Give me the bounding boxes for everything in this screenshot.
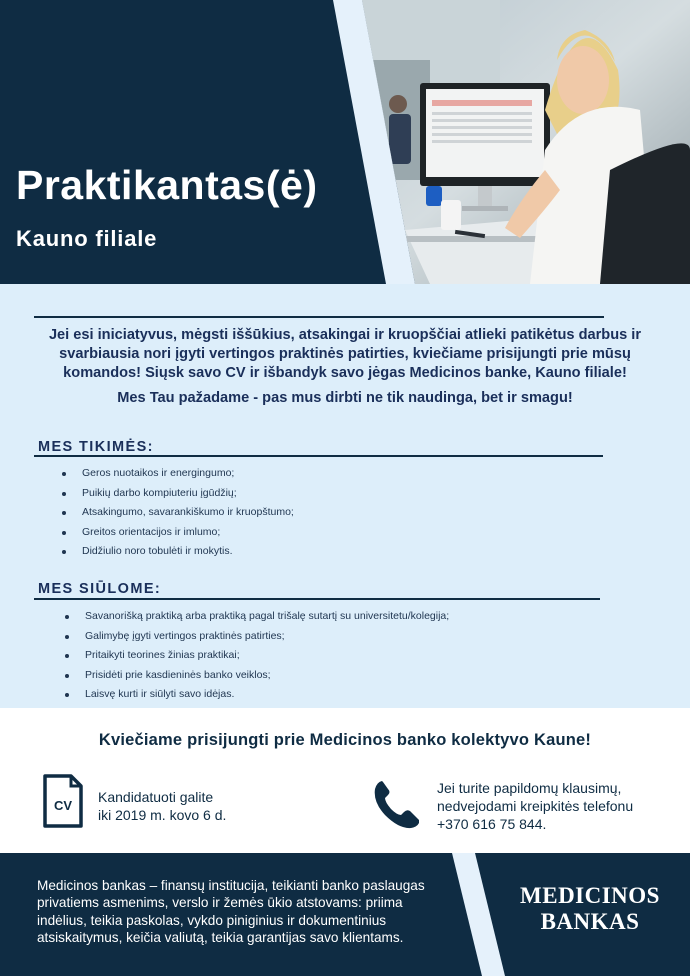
deadline-line-2: iki 2019 m. kovo 6 d. bbox=[98, 807, 227, 823]
logo-line-2: BANKAS bbox=[540, 909, 640, 934]
list-item: Galimybę įgyti vertingos praktinės patirties; bbox=[85, 627, 449, 647]
top-divider bbox=[34, 316, 604, 318]
cta-section bbox=[0, 708, 690, 853]
list-item: Didžiulio noro tobulėti ir mokytis. bbox=[82, 542, 294, 562]
deadline-line-1: Kandidatuoti galite bbox=[98, 789, 214, 805]
logo-line-1: MEDICINOS bbox=[520, 883, 660, 908]
about-text: Medicinos bankas – finansų institucija, teikianti banko paslaugas privatiems asmenims, verslo ir žemės ūkio atstovams: priima indėlius, teikia paskolas, vykdo piniginius ir dokumentinius atsiskaitymus, keičia valiutą, teikia garantijas savo klientams. bbox=[37, 878, 425, 945]
list-item: Geros nuotaikos ir energingumo; bbox=[82, 464, 294, 484]
list-item: Greitos orientacijos ir imlumo; bbox=[82, 523, 294, 543]
expectations-divider bbox=[34, 455, 603, 457]
list-item: Puikių darbo kompiuteriu įgūdžių; bbox=[82, 484, 294, 504]
list-item: Pritaikyti teorines žinias praktikai; bbox=[85, 646, 449, 666]
footer bbox=[0, 853, 690, 976]
header-banner bbox=[0, 0, 690, 284]
contact-line-1: Jei turite papildomų klausimų, bbox=[437, 780, 622, 796]
promise-text: Mes Tau pažadame - pas mus dirbti ne tik naudinga, bet ir smagu! bbox=[117, 390, 573, 406]
page-title: Praktikantas(ė) bbox=[16, 162, 318, 208]
expectations-heading: MES TIKIMĖS: bbox=[38, 439, 154, 455]
cta-title: Kviečiame prisijungti prie Medicinos banko kolektyvo Kaune! bbox=[98, 731, 592, 749]
bank-logo bbox=[505, 883, 675, 935]
contact-line-2: nedvejodami kreipkitės telefonu bbox=[437, 798, 634, 814]
page-subtitle: Kauno filiale bbox=[16, 226, 158, 251]
offers-heading: MES SIŪLOME: bbox=[38, 581, 162, 597]
expectations-list bbox=[82, 464, 294, 562]
cv-document-icon bbox=[42, 774, 84, 828]
offers-divider bbox=[34, 598, 600, 600]
list-item: Laisvę kurti ir siūlyti savo idėjas. bbox=[85, 685, 449, 705]
list-item: Savanorišką praktiką arba praktiką pagal trišalę sutartį su universitetu/kolegija; bbox=[85, 607, 449, 627]
deadline-text bbox=[98, 788, 298, 824]
offers-list bbox=[85, 607, 449, 705]
contact-text bbox=[437, 779, 677, 833]
content-section bbox=[0, 284, 690, 708]
phone-icon bbox=[373, 778, 421, 830]
list-item: Atsakingumo, savarankiškumo ir kruopštumo; bbox=[82, 503, 294, 523]
cv-icon-label: CV bbox=[53, 798, 73, 813]
phone-number[interactable]: +370 616 75 844. bbox=[437, 816, 547, 832]
intro-text: Jei esi iniciatyvus, mėgsti iššūkius, atsakingai ir kruopščiai atlieki patikėtus darbus ir svarbiausia nori įgyti vertingos praktinės patirties, kviečiame prisijungti prie mūsų komandos! Siųsk savo CV ir išbandyk savo jėgas Medicinos banke, Kauno filiale! bbox=[48, 327, 642, 381]
list-item: Prisidėti prie kasdieninės banko veiklos; bbox=[85, 666, 449, 686]
